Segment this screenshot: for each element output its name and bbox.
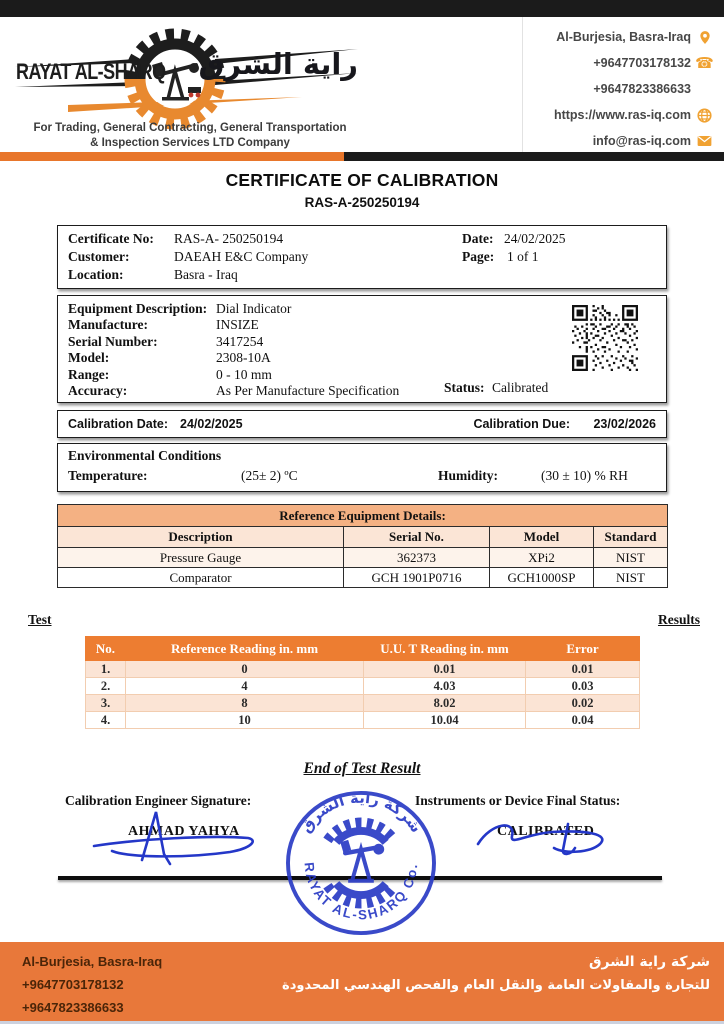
envelope-icon (697, 134, 712, 149)
equip-label: Manufacture: (68, 317, 148, 333)
ref-cell: NIST (594, 548, 668, 568)
title-block (0, 170, 724, 210)
equipment-rows (68, 301, 399, 399)
stamp-arabic-text: شركة راية الشرق (297, 790, 425, 836)
header (0, 17, 724, 152)
test-cell: 8 (126, 695, 364, 712)
contact-phone1 (593, 53, 712, 73)
ref-header-model: Model (490, 527, 594, 548)
calibration-due-value: 23/02/2026 (593, 417, 656, 431)
equip-value: 2308-10A (216, 350, 271, 366)
contact-panel (522, 17, 724, 155)
test-cell: 0 (126, 661, 364, 678)
company-logo (10, 21, 515, 152)
table-row (58, 568, 668, 588)
location-pin-icon (697, 30, 712, 45)
test-header-uut: U.U. T Reading in. mm (364, 637, 526, 661)
calibration-date-label: Calibration Date: (68, 417, 169, 431)
humidity-value: (30 ± 10) % RH (541, 468, 628, 483)
equip-label: Range: (68, 366, 110, 382)
equip-value: 3417254 (216, 333, 264, 349)
test-label: Test (28, 612, 52, 627)
contact-phone2 (593, 79, 712, 99)
equip-value: As Per Manufacture Specification (216, 383, 400, 399)
test-cell: 8.02 (364, 695, 526, 712)
results-label: Results (657, 612, 700, 627)
status-label: Status: (444, 380, 485, 395)
environmental-conditions-box (57, 443, 667, 492)
equip-value: Dial Indicator (216, 301, 292, 316)
equipment-row (68, 383, 399, 399)
customer-label: Customer: (68, 249, 130, 264)
email-text: info@ras-iq.com (592, 134, 691, 148)
orange-black-divider (0, 152, 724, 161)
certificate-no-label: Certificate No: (68, 231, 154, 246)
footer-company-arabic (282, 950, 710, 998)
test-cell: 4.03 (364, 678, 526, 695)
test-results-table (85, 636, 640, 729)
equip-value: INSIZE (216, 317, 259, 333)
footer-company-name-ar: شركة راية الشرق (589, 954, 710, 970)
ref-cell: NIST (594, 568, 668, 588)
contact-address (556, 27, 712, 47)
ref-cell: GCH 1901P0716 (344, 568, 490, 588)
phone2-text: +9647823386633 (593, 82, 691, 96)
ref-table-header-row (58, 527, 668, 548)
test-cell: 0.01 (364, 661, 526, 678)
page-title: CERTIFICATE OF CALIBRATION (225, 170, 499, 190)
end-of-test-result: End of Test Result (303, 760, 421, 777)
final-status-value: CALIBRATED (497, 824, 595, 839)
footer-address: Al-Burjesia, Basra-Iraq (22, 954, 163, 969)
certificate-no-value: RAS-A- 250250194 (174, 231, 284, 246)
tagline-line2: & Inspection Services LTD Company (90, 137, 290, 149)
table-row (58, 548, 668, 568)
ref-cell: GCH1000SP (490, 568, 594, 588)
footer-phone2: +9647823386633 (22, 1000, 124, 1015)
logo-tagline (10, 121, 370, 151)
ref-cell: XPi2 (490, 548, 594, 568)
equip-value: 0 - 10 mm (216, 366, 272, 382)
phone1-text: +9647703178132 (593, 56, 691, 70)
equip-label: Serial Number: (68, 333, 158, 349)
ref-header-description: Description (58, 527, 344, 548)
certificate-reference-number: RAS-A-250250194 (304, 195, 420, 210)
equip-label: Accuracy: (68, 383, 128, 399)
temperature-value: (25± 2) ºC (241, 468, 298, 483)
ref-header-standard: Standard (594, 527, 668, 548)
qr-code (572, 305, 638, 371)
customer-value: DAEAH E&C Company (174, 249, 309, 264)
table-row (86, 712, 640, 729)
test-cell: 4. (86, 712, 126, 729)
engineer-signature-label: Calibration Engineer Signature: (65, 793, 252, 808)
calibration-date-value: 24/02/2025 (180, 417, 243, 431)
equipment-box (57, 295, 667, 403)
test-results-labels (0, 612, 724, 632)
top-black-bar (0, 0, 724, 17)
footer-contact (22, 950, 162, 1019)
test-header-no: No. (86, 637, 126, 661)
signature-section (0, 788, 724, 938)
env-title: Environmental Conditions (68, 448, 222, 463)
logo-company-name-en: RAYAT AL-SHARQ (16, 59, 166, 84)
equip-label: Equipment Description: (68, 301, 208, 316)
test-cell: 1. (86, 661, 126, 678)
test-cell: 0.04 (526, 712, 640, 729)
test-cell: 3. (86, 695, 126, 712)
test-header-error: Error (526, 637, 640, 661)
equipment-row (68, 350, 399, 366)
tagline-line1: For Trading, General Contracting, General Transportation (33, 122, 347, 134)
table-row (86, 661, 640, 678)
test-table-header-row (86, 637, 640, 661)
phone2-icon-spacer (697, 82, 712, 97)
equipment-row (68, 301, 399, 317)
page-footer (0, 942, 724, 1024)
test-cell: 0.01 (526, 661, 640, 678)
test-cell: 4 (126, 678, 364, 695)
ref-table-title: Reference Equipment Details: (58, 505, 668, 527)
test-cell: 10.04 (364, 712, 526, 729)
calibration-due-label: Calibration Due: (473, 417, 570, 431)
equip-label: Model: (68, 350, 110, 366)
footer-phone1: +9647703178132 (22, 977, 124, 992)
test-cell: 2. (86, 678, 126, 695)
website-text: https://www.ras-iq.com (553, 108, 691, 122)
engineer-name: AHMAD YAHYA (128, 824, 240, 839)
globe-icon (697, 108, 712, 123)
contact-website (554, 105, 712, 125)
test-cell: 0.03 (526, 678, 640, 695)
temperature-label: Temperature: (68, 468, 148, 483)
location-label: Location: (68, 267, 124, 282)
final-status-label: Instruments or Device Final Status: (415, 793, 621, 808)
page-label: Page: (462, 249, 495, 264)
page-value: 1 of 1 (507, 249, 539, 264)
equipment-row (68, 367, 399, 383)
humidity-label: Humidity: (438, 468, 499, 483)
contact-email (593, 131, 712, 151)
date-label: Date: (462, 231, 494, 246)
company-stamp (282, 790, 440, 938)
phone-icon: ☎ (695, 54, 714, 72)
ref-cell: Pressure Gauge (58, 548, 344, 568)
test-header-reference: Reference Reading in. mm (126, 637, 364, 661)
equipment-row (68, 317, 399, 333)
ref-cell: 362373 (344, 548, 490, 568)
date-value: 24/02/2025 (504, 231, 566, 246)
footer-company-description-ar: للتجارة والمقاولات العامة والنقل العام والفحص الهندسي المحدودة (282, 978, 710, 993)
location-value: Basra - Iraq (174, 267, 238, 282)
certificate-info-box (57, 225, 667, 289)
table-row (86, 678, 640, 695)
reference-equipment-table (57, 504, 668, 588)
calibration-dates-bar (57, 410, 667, 438)
address-text: Al-Burjesia, Basra-Iraq (556, 30, 691, 44)
ref-cell: Comparator (58, 568, 344, 588)
test-cell: 0.02 (526, 695, 640, 712)
status-value: Calibrated (492, 380, 549, 395)
test-cell: 10 (126, 712, 364, 729)
stamp-english-text: RAYAT AL-SHARQ Co. (301, 861, 421, 923)
table-row (86, 695, 640, 712)
ref-header-serial: Serial No. (344, 527, 490, 548)
logo-company-name-ar: راية الشرق (198, 47, 358, 81)
equipment-row (68, 334, 399, 350)
